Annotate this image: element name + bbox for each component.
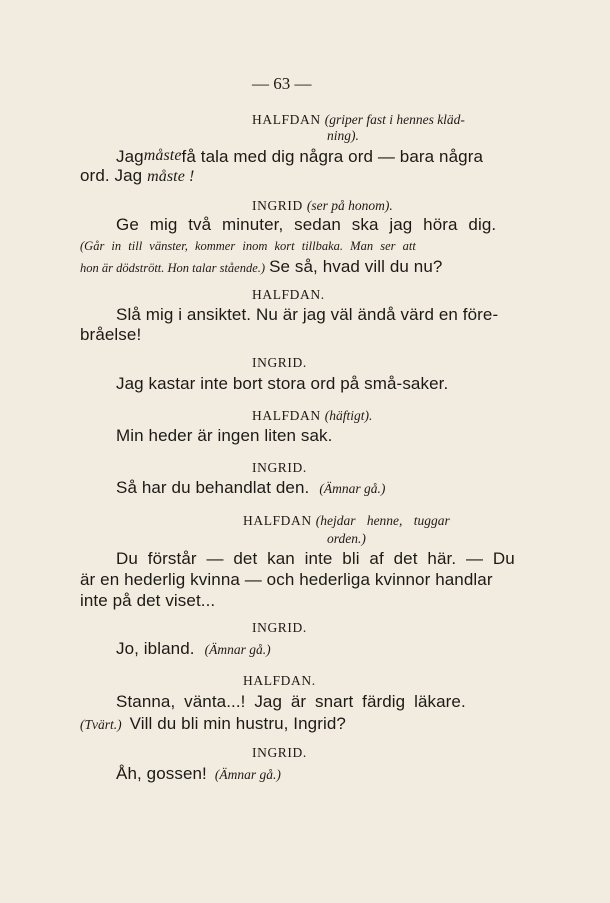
dialogue-line: [116, 764, 281, 784]
speaker-ingrid-4: INGRID.: [252, 620, 307, 635]
emphasis: måste: [143, 147, 182, 164]
dialogue-line: Du förstår — det kan inte bli af det här. — Du: [116, 549, 515, 568]
stage-direction: (Tvärt.): [80, 717, 122, 732]
stage-direction: (Ämnar gå.): [319, 481, 386, 496]
speaker-halfdan-2: HALFDAN.: [252, 287, 325, 302]
stage-direction: hon är dödstrött. Hon talar stående.): [80, 261, 266, 275]
dialogue-line: Stanna, vänta...! Jag är snart färdig läkare.: [116, 692, 466, 711]
line-text: Jo, ibland.: [116, 639, 195, 658]
dialogue-line: bråelse!: [80, 325, 142, 344]
line-text: Så har du behandlat den.: [116, 478, 310, 497]
dialogue-line: [116, 147, 484, 167]
dialogue-line: Slå mig i ansiktet. Nu är jag väl ändå värd en före-: [116, 305, 499, 324]
stage-direction: (ser på honom).: [306, 198, 393, 213]
dialogue-line: Ge mig två minuter, sedan ska jag höra dig.: [116, 215, 497, 234]
dialogue-line: [116, 478, 385, 498]
speaker-halfdan-4: [243, 512, 450, 530]
speaker-halfdan-3: [252, 407, 372, 425]
emphasis: måste !: [147, 168, 195, 185]
speaker-name: HALFDAN: [252, 408, 321, 423]
speaker-halfdan-5: HALFDAN.: [243, 673, 316, 688]
stage-direction-cont: ning).: [327, 128, 359, 143]
speaker-ingrid-3: INGRID.: [252, 460, 307, 475]
stage-direction: (griper fast i hennes kläd-: [324, 112, 465, 127]
dialogue-line: [116, 639, 271, 659]
dialogue-line: [80, 166, 194, 186]
word: Jag: [116, 147, 144, 166]
speaker-name: INGRID: [252, 198, 303, 213]
speaker-ingrid-2: INGRID.: [252, 355, 307, 370]
dialogue-line: Jag kastar inte bort stora ord på små-saker.: [116, 374, 449, 393]
stage-direction: (Ämnar gå.): [214, 767, 281, 782]
page-number: — 63 —: [252, 74, 312, 93]
speaker-ingrid-1: [252, 197, 393, 215]
dialogue-line: är en hederlig kvinna — och hederliga kvinnor handlar: [80, 570, 493, 589]
stage-direction: (häftigt).: [324, 408, 373, 423]
speaker-ingrid-5: INGRID.: [252, 745, 307, 760]
dialogue-line: Min heder är ingen liten sak.: [116, 426, 333, 445]
stage-direction-block: [80, 257, 442, 277]
line-text: få tala med dig några ord — bara några: [181, 147, 484, 166]
stage-direction-block: (Går in till vänster, kommer inom kort tillbaka. Man ser att: [80, 239, 416, 253]
dialogue-line: [80, 714, 346, 734]
speaker-halfdan-1: [252, 111, 465, 129]
stage-direction-cont: orden.): [327, 531, 366, 546]
stage-direction: (hejdar henne, tuggar: [315, 513, 450, 528]
line-text: Vill du bli min hustru, Ingrid?: [129, 714, 346, 733]
line-text: Se så, hvad vill du nu?: [269, 257, 443, 276]
line-text: Åh, gossen!: [116, 764, 207, 783]
speaker-name: HALFDAN: [243, 513, 312, 528]
line-text: ord. Jag: [80, 166, 143, 185]
dialogue-line: inte på det viset...: [80, 591, 216, 610]
stage-direction: (Ämnar gå.): [204, 642, 271, 657]
speaker-name: HALFDAN: [252, 112, 321, 127]
